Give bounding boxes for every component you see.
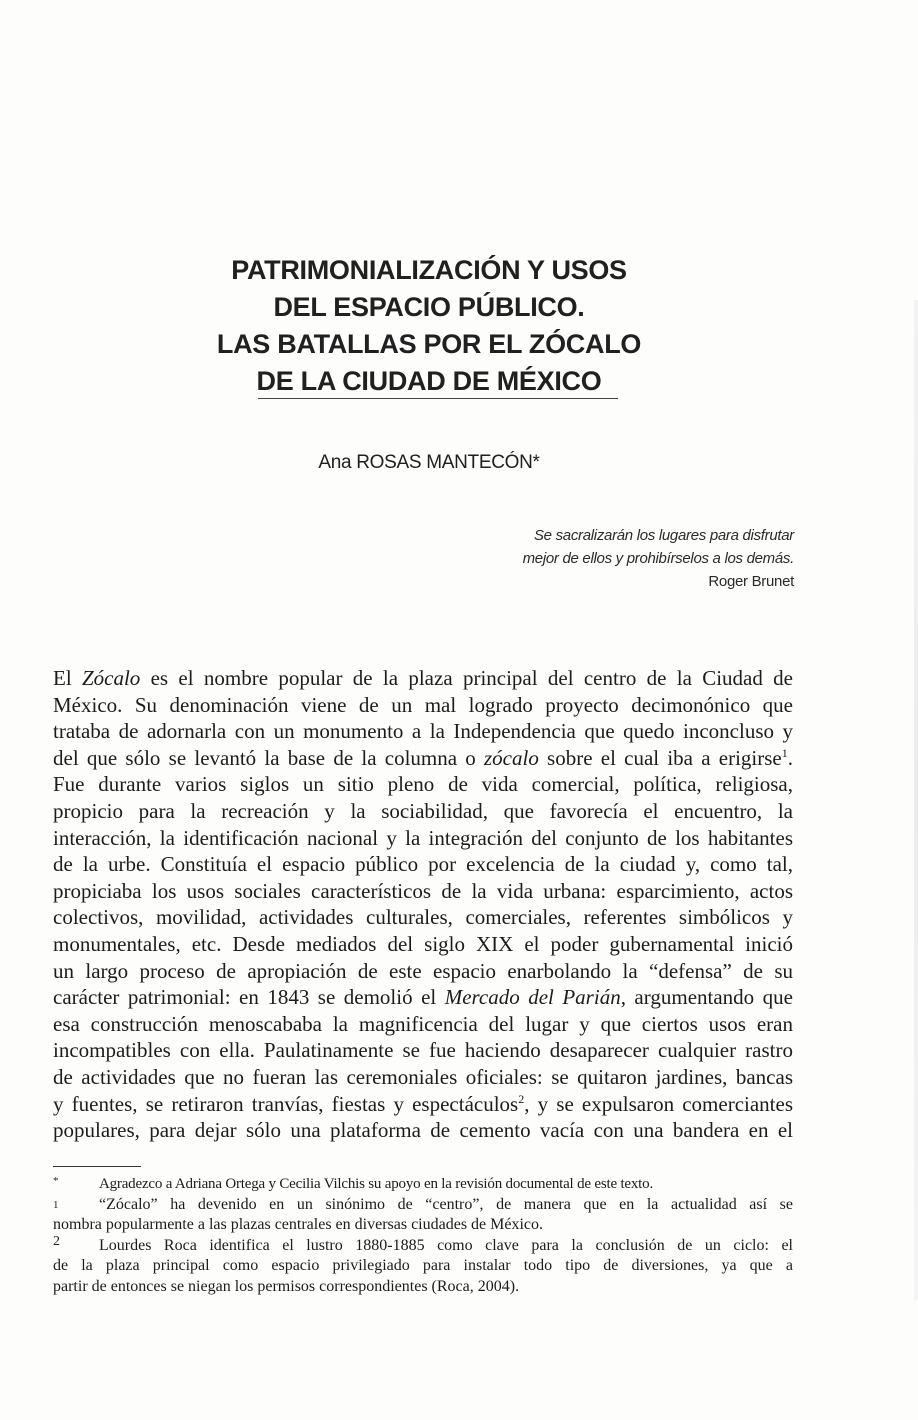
- body-paragraph: [53, 665, 793, 1144]
- footnote-1: [53, 1195, 793, 1236]
- epigraph-line-1: Se sacralizarán los lugares para disfrutar: [533, 527, 794, 544]
- footnote-separator: [53, 1166, 141, 1167]
- epigraph: [374, 524, 794, 593]
- body-line: propicio para la recreación y la sociabilidad, que favorecía el encuentro, la: [53, 798, 793, 823]
- body-line: monumentales, etc. Desde mediados del siglo XIX el poder gubernamental inició: [53, 931, 793, 956]
- body-line: y fuentes, se retiraron tranvías, fiestas y espectáculos$^2$, y se expulsaron comerciantes: [53, 1091, 793, 1116]
- footnote-2: [53, 1233, 793, 1298]
- body-line: incompatibles con ella. Paulatinamente se fue haciendo desaparecer cualquier rastro: [53, 1038, 793, 1063]
- epigraph-line-2: mejor de ellos y prohibírselos a los demás.: [522, 550, 794, 567]
- body-line: interacción, la identificación nacional y la integración del conjunto de los habitantes: [53, 825, 793, 850]
- footnote-text: Lourdes Roca identifica el lustro 1880-1885 como clave para la conclusión de un ciclo: el: [99, 1236, 793, 1254]
- body-line: populares, para dejar sólo una plataforma de cemento vacía con una bandera en el: [53, 1118, 793, 1143]
- body-line: trataba de adornarla con un monumento a la Independencia que quedo inconcluso y: [53, 719, 793, 744]
- footnote-text: de la plaza principal como espacio privilegiado para instalar todo tipo de diversiones, ya que a: [53, 1257, 793, 1275]
- footnote-ref-1: 1: [781, 745, 788, 760]
- author-name: Ana ROSAS MANTECÓN*: [318, 452, 540, 473]
- article-title: [0, 252, 858, 400]
- footnote-mark: 1: [53, 1198, 59, 1211]
- body-line: Fue durante varios siglos un sitio pleno de vida comercial, política, religiosa,: [53, 772, 793, 797]
- footnote-mark: 2: [53, 1233, 60, 1249]
- footnote-text: partir de entonces se niegan los permisos correspondientes (Roca, 2004).: [53, 1277, 520, 1295]
- body-line: colectivos, movilidad, actividades culturales, comerciales, referentes simbólicos y: [53, 905, 793, 930]
- footnote-star: [53, 1174, 793, 1195]
- title-line-1: PATRIMONIALIZACIÓN Y USOS: [231, 255, 627, 285]
- footnote-text: nombra popularmente a las plazas centrales en diversas ciudades de México.: [53, 1216, 544, 1234]
- body-line: del que sólo se levantó la base de la columna o zócalo sobre el cual iba a erigirse$^1$.: [53, 745, 793, 770]
- body-line: propiciaba los usos sociales característicos de la vida urbana: esparcimiento, actos: [53, 878, 793, 903]
- body-line: carácter patrimonial: en 1843 se demolió el Mercado del Parián, argumentando que: [53, 985, 793, 1010]
- footnote-mark: *: [53, 1175, 59, 1187]
- body-line: esa construcción menoscababa la magnificencia del lugar y que ciertos usos eran: [53, 1011, 793, 1036]
- footnotes: [53, 1174, 793, 1298]
- body-line: de actividades que no fueran las ceremoniales oficiales: se quitaron jardines, bancas: [53, 1064, 793, 1089]
- body-line: de la urbe. Constituía el espacio público por excelencia de la ciudad y, como tal,: [53, 852, 793, 877]
- scan-edge-shadow: [914, 300, 918, 1300]
- footnote-ref-2: 2: [518, 1091, 525, 1106]
- epigraph-source: Roger Brunet: [708, 573, 794, 590]
- body-line: El Zócalo es el nombre popular de la plaza principal del centro de la Ciudad de: [53, 666, 793, 690]
- title-line-4: DE LA CIUDAD DE MÉXICO: [256, 366, 602, 396]
- footnote-text: “Zócalo” ha devenido en un sinónimo de “centro”, de manera que en la actualidad así se: [99, 1195, 793, 1213]
- title-line-2: DEL ESPACIO PÚBLICO.: [273, 292, 585, 322]
- title-line-3: LAS BATALLAS POR EL ZÓCALO: [216, 329, 642, 359]
- body-line: un largo proceso de apropiación de este espacio enarbolando la “defensa” de su: [53, 958, 793, 983]
- body-line: México. Su denominación viene de un mal logrado proyecto decimonónico que: [53, 692, 793, 717]
- title-underline: [258, 398, 618, 399]
- footnote-text: Agradezco a Adriana Ortega y Cecilia Vilchis su apoyo en la revisión documental de este texto.: [99, 1176, 653, 1192]
